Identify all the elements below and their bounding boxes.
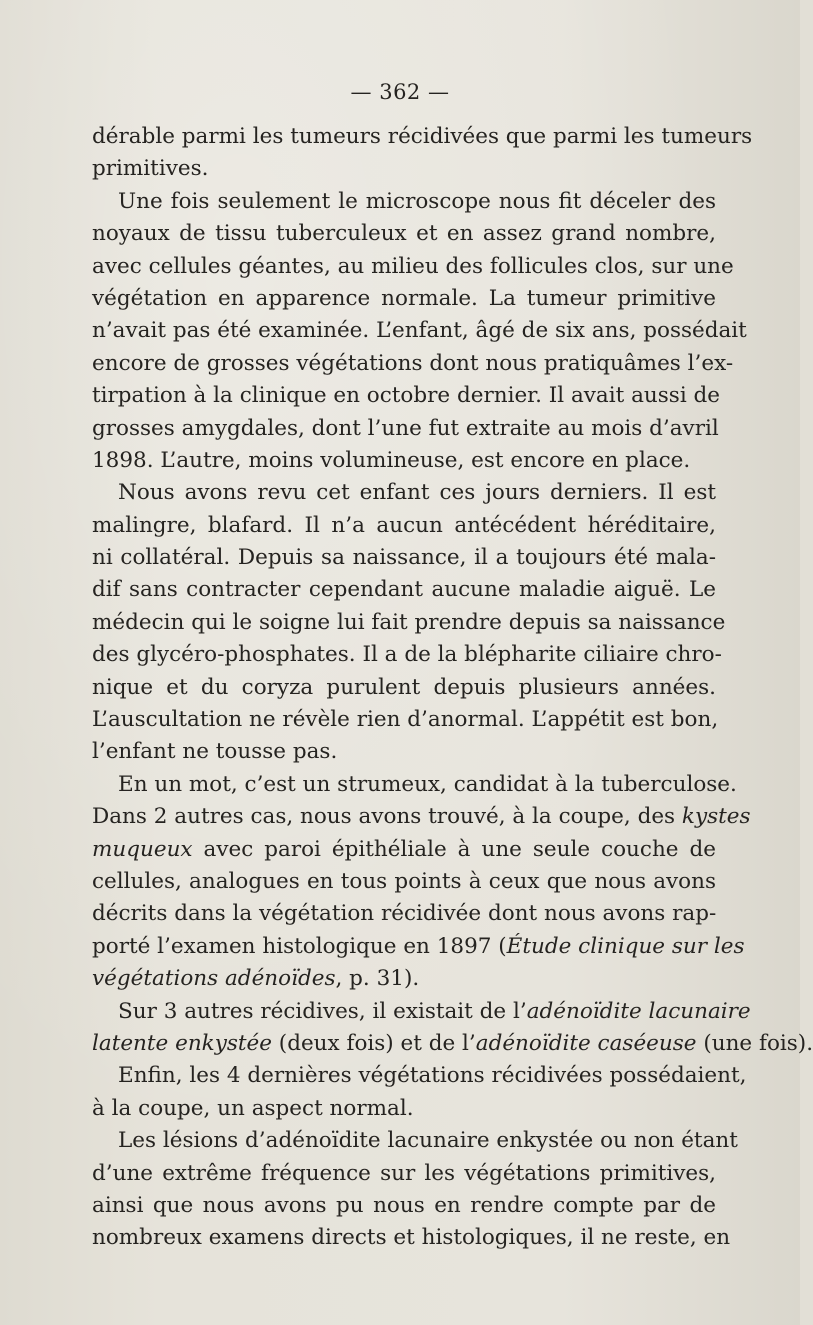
text-line: malingre, blafard. Il n’a aucun antécédent héréditaire, <box>92 512 716 538</box>
text-line: n’avait pas été examinée. L’enfant, âgé de six ans, possédait <box>92 318 747 344</box>
text-line: dif sans contracter cependant aucune maladie aiguë. Le <box>92 577 716 603</box>
text-line: Dans 2 autres cas, nous avons trouvé, à la coupe, des kystes <box>92 804 751 830</box>
text-line: cellules, analogues en tous points à ceux que nous avons <box>92 868 716 894</box>
text-line: noyaux de tissu tuberculeux et en assez grand nombre, <box>92 221 716 247</box>
text-line: Les lésions d’adénoïdite lacunaire enkystée ou non étant <box>118 1128 738 1154</box>
text-line: L’auscultation ne révèle rien d’anormal. L’appétit est bon, <box>92 707 719 733</box>
text-line: avec cellules géantes, au milieu des follicules clos, sur une <box>92 253 734 279</box>
text-line: des glycéro-phosphates. Il a de la blépharite ciliaire chro- <box>92 642 722 668</box>
text-line: d’une extrême fréquence sur les végétations primitives, <box>92 1160 716 1186</box>
text-line: l’enfant ne tousse pas. <box>92 739 338 765</box>
text-line: Sur 3 autres récidives, il existait de l’adénoïdite lacunaire <box>118 998 751 1024</box>
text-line: porté l’examen histologique en 1897 (Étude clinique sur les <box>92 933 745 959</box>
text-line: latente enkystée (deux fois) et de l’adénoïdite caséeuse (une fois). <box>92 1030 813 1056</box>
text-line: En un mot, c’est un strumeux, candidat à la tuberculose. <box>118 771 737 797</box>
body-text <box>92 121 813 1255</box>
text-line: végétation en apparence normale. La tumeur primitive <box>92 285 716 311</box>
text-line: nique et du coryza purulent depuis plusieurs années. <box>92 674 716 700</box>
text-line: dérable parmi les tumeurs récidivées que parmi les tumeurs <box>92 124 753 149</box>
text-line: Nous avons revu cet enfant ces jours derniers. Il est <box>118 480 716 506</box>
text-line: Enfin, les 4 dernières végétations récidivées possédaient, <box>118 1063 747 1089</box>
text-line: à la coupe, un aspect normal. <box>92 1095 414 1121</box>
text-line: médecin qui le soigne lui fait prendre depuis sa naissance <box>92 609 726 635</box>
text-line: décrits dans la végétation récidivée dont nous avons rap- <box>92 901 717 927</box>
text-line: primitives. <box>92 156 209 182</box>
text-line: 1898. L’autre, moins volumineuse, est encore en place. <box>92 447 691 473</box>
text-line: ni collatéral. Depuis sa naissance, il a toujours été mala- <box>92 545 716 571</box>
text-line: tirpation à la clinique en octobre dernier. Il avait aussi de <box>92 383 721 409</box>
text-line: muqueux avec paroi épithéliale à une seule couche de <box>92 836 716 862</box>
text-line: encore de grosses végétations dont nous pratiquâmes l’ex- <box>92 350 734 376</box>
page-number: — 362 — <box>350 80 450 104</box>
text-line: grosses amygdales, dont l’une fut extraite au mois d’avril <box>92 415 719 441</box>
text-line: nombreux examens directs et histologiques, il ne reste, en <box>92 1225 731 1251</box>
text-line: ainsi que nous avons pu nous en rendre compte par de <box>92 1192 716 1218</box>
text-line: végétations adénoïdes, p. 31). <box>92 966 420 992</box>
text-line: Une fois seulement le microscope nous fit déceler des <box>118 188 716 214</box>
